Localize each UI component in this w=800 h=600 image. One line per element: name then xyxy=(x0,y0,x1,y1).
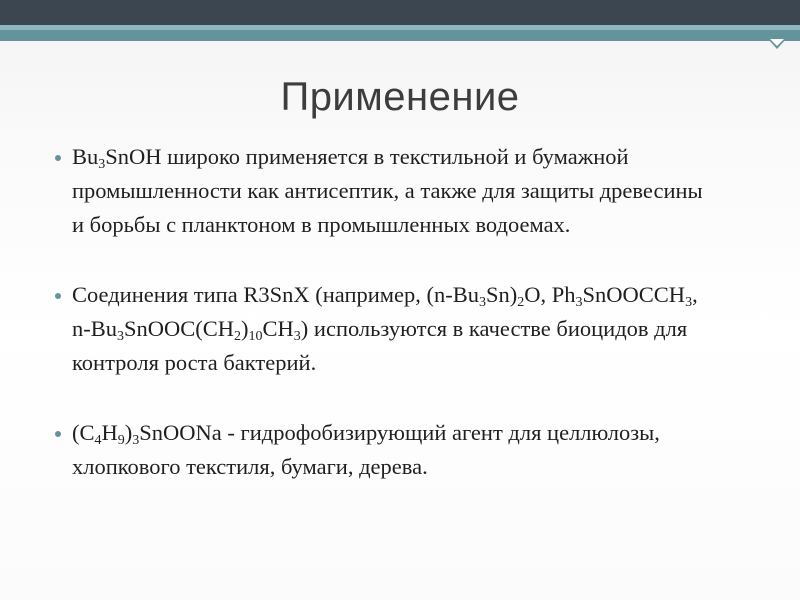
bullet-item xyxy=(52,416,712,484)
text: H xyxy=(101,420,118,445)
text: ) используются в качестве биоцидов для контроля роста бактерий. xyxy=(72,316,688,375)
header-notch-inner xyxy=(770,39,784,46)
text: ) xyxy=(241,316,249,341)
subscript: 3 xyxy=(98,157,106,172)
slide-title: Применение xyxy=(280,75,520,119)
text: (C xyxy=(72,420,95,445)
header-accent-band xyxy=(0,30,800,41)
bullet-dot-icon xyxy=(55,293,61,299)
subscript: 3 xyxy=(117,329,124,344)
text: CH xyxy=(262,316,294,341)
subscript: 2 xyxy=(517,295,525,310)
subscript: 3 xyxy=(685,295,693,310)
bullet-item xyxy=(52,278,712,380)
text: , n-Bu xyxy=(72,282,698,341)
subscript: 10 xyxy=(248,329,263,344)
bullet-dot-icon xyxy=(55,431,61,437)
text: SnOONa - гидрофобизирующий агент для целлюлозы, хлопкового текстиля, бумаги, дерева. xyxy=(72,420,660,479)
text: Соединения типа R3SnX (например, (n-Bu xyxy=(72,282,479,307)
bullet-item xyxy=(52,140,712,242)
text: ) xyxy=(124,420,133,445)
subscript: 3 xyxy=(479,295,486,310)
text: Sn) xyxy=(486,282,518,307)
bullet-dot-icon xyxy=(55,155,61,161)
header-bar xyxy=(0,0,800,25)
text: SnOH широко применяется в текстильной и бумажной промышленности как антисептик, а также для защиты древесины и борьбы с планктоном в промышленных водоемах. xyxy=(72,144,703,237)
text: O, Ph xyxy=(524,282,576,307)
text: SnOOCCH xyxy=(582,282,686,307)
subscript: 3 xyxy=(575,295,583,310)
subscript: 4 xyxy=(94,433,102,448)
subscript: 3 xyxy=(293,329,301,344)
subscript: 2 xyxy=(234,329,242,344)
text: Bu xyxy=(72,144,99,169)
subscript: 3 xyxy=(132,433,140,448)
text: SnOOC(CH xyxy=(124,316,235,341)
bullet-list xyxy=(52,140,712,520)
subscript: 9 xyxy=(117,433,125,448)
